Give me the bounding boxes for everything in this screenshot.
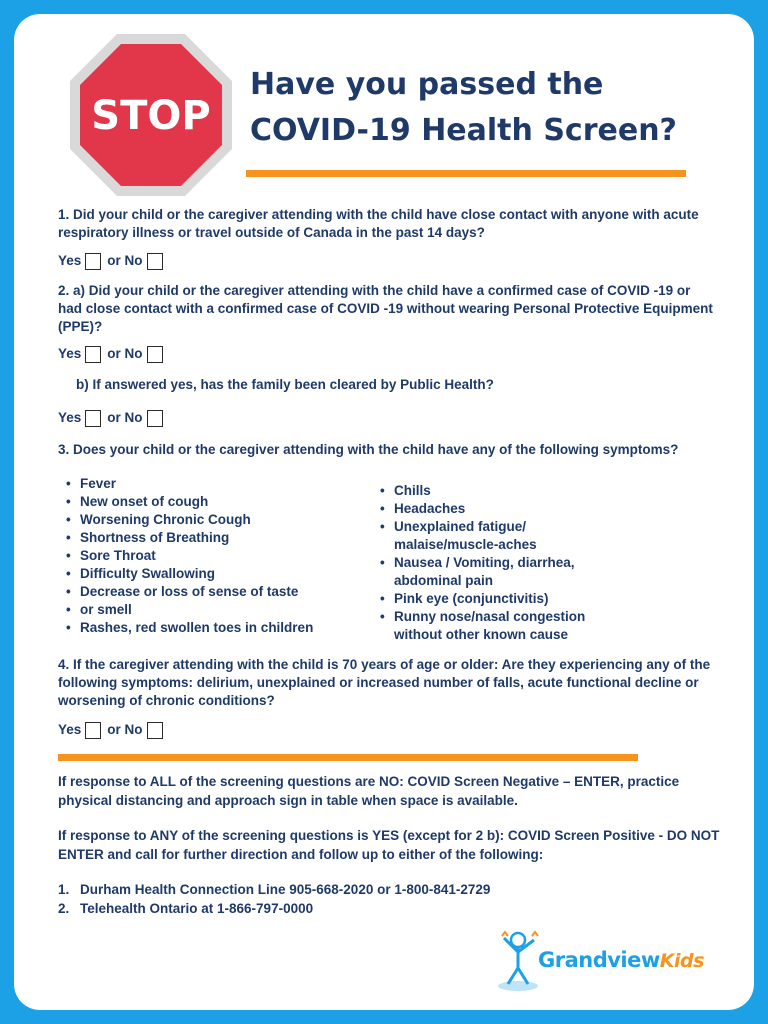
list-item: • Decrease or loss of sense of taste (66, 583, 313, 601)
question-4: 4. If the caregiver attending with the child is 70 years of age or older: Are they experiencing any of the following symptoms: delirium, unexplained or increased number of falls, acute functional decline or worsening of chronic conditions? (58, 657, 711, 708)
question-1: 1. Did your child or the caregiver attending with the child have close contact with anyone with acute respiratory illness or travel outside of Canada in the past 14 days? (58, 207, 699, 240)
yes-label: Yes (58, 410, 82, 425)
contact-item (58, 899, 490, 918)
logo-wordmark (538, 948, 704, 972)
q2b-no-checkbox[interactable] (147, 410, 163, 427)
list-item-text: abdominal pain (394, 573, 494, 588)
list-item: • or smell (66, 601, 313, 619)
contact-list (58, 880, 490, 918)
q2a-no-checkbox[interactable] (147, 346, 163, 363)
answer-row-q1 (58, 252, 169, 270)
yes-label: Yes (58, 253, 82, 268)
list-item: • Pink eye (conjunctivitis) (380, 590, 585, 608)
q2a-yes-checkbox[interactable] (85, 346, 101, 363)
stop-sign-icon (68, 32, 234, 198)
list-item: • Worsening Chronic Cough (66, 511, 313, 529)
title-line-2: COVID-19 Health Screen? (250, 113, 677, 148)
list-item: • Runny nose/nasal congestion (380, 608, 585, 626)
list-item-text: malaise/muscle-aches (394, 537, 537, 552)
contact-number: 1. (58, 882, 70, 897)
answer-row-q4 (58, 721, 169, 739)
list-item: • Nausea / Vomiting, diarrhea, (380, 554, 585, 572)
list-item: • Fever (66, 475, 313, 493)
question-2b: b) If answered yes, has the family been cleared by Public Health? (76, 377, 494, 392)
list-item-continuation (380, 626, 585, 644)
logo-suffix: Kids (659, 950, 704, 972)
yes-label: Yes (58, 722, 82, 737)
logo-brand: Grandview (538, 948, 660, 972)
list-item: • Headaches (380, 500, 585, 518)
contact-text: Telehealth Ontario at 1-866-797-0000 (80, 901, 314, 916)
section-divider (58, 754, 638, 761)
list-item-text: without other known cause (394, 627, 569, 642)
question-3: 3. Does your child or the caregiver attending with the child have any of the following symptoms? (58, 442, 679, 457)
list-item: • Difficulty Swallowing (66, 565, 313, 583)
positive-instructions: If response to ANY of the screening questions is YES (except for 2 b): COVID Screen Positive - DO NOT ENTER and call for further direction and follow up to either of the following: (58, 828, 720, 862)
contact-text: Durham Health Connection Line 905-668-2020 or 1-800-841-2729 (80, 882, 491, 897)
answer-row-q2b (58, 409, 169, 427)
list-item: • Rashes, red swollen toes in children (66, 619, 313, 637)
list-item: • Chills (380, 482, 585, 500)
question-2a: 2. a) Did your child or the caregiver attending with the child have a confirmed case of COVID -19 or had close contact with a confirmed case of COVID -19 without wearing Personal Protective Equipment (PPE)? (58, 283, 713, 334)
list-item-continuation (380, 572, 585, 590)
grandview-kids-logo (498, 926, 704, 996)
list-item: • Unexplained fatigue/ (380, 518, 585, 536)
list-item: • Sore Throat (66, 547, 313, 565)
no-label: or No (107, 346, 143, 361)
symptoms-list-left (66, 475, 313, 637)
q1-no-checkbox[interactable] (147, 253, 163, 270)
negative-instructions: If response to ALL of the screening questions are NO: COVID Screen Negative – ENTER, practice physical distancing and approach sign in table when space is available. (58, 774, 680, 808)
q2b-yes-checkbox[interactable] (85, 410, 101, 427)
q1-yes-checkbox[interactable] (85, 253, 101, 270)
no-label: or No (107, 722, 143, 737)
list-item-continuation (380, 536, 585, 554)
list-item: • New onset of cough (66, 493, 313, 511)
answer-row-q2a (58, 345, 169, 363)
contact-number: 2. (58, 901, 70, 916)
page-title (250, 62, 740, 154)
stop-sign-label: STOP (91, 93, 211, 139)
no-label: or No (107, 410, 143, 425)
yes-label: Yes (58, 346, 82, 361)
no-label: or No (107, 253, 143, 268)
q4-yes-checkbox[interactable] (85, 722, 101, 739)
symptoms-list-right (380, 482, 585, 644)
contact-item (58, 880, 490, 899)
title-line-1: Have you passed the (250, 67, 604, 102)
title-divider (246, 170, 686, 177)
screening-form (14, 14, 754, 1010)
list-item: • Shortness of Breathing (66, 529, 313, 547)
q4-no-checkbox[interactable] (147, 722, 163, 739)
